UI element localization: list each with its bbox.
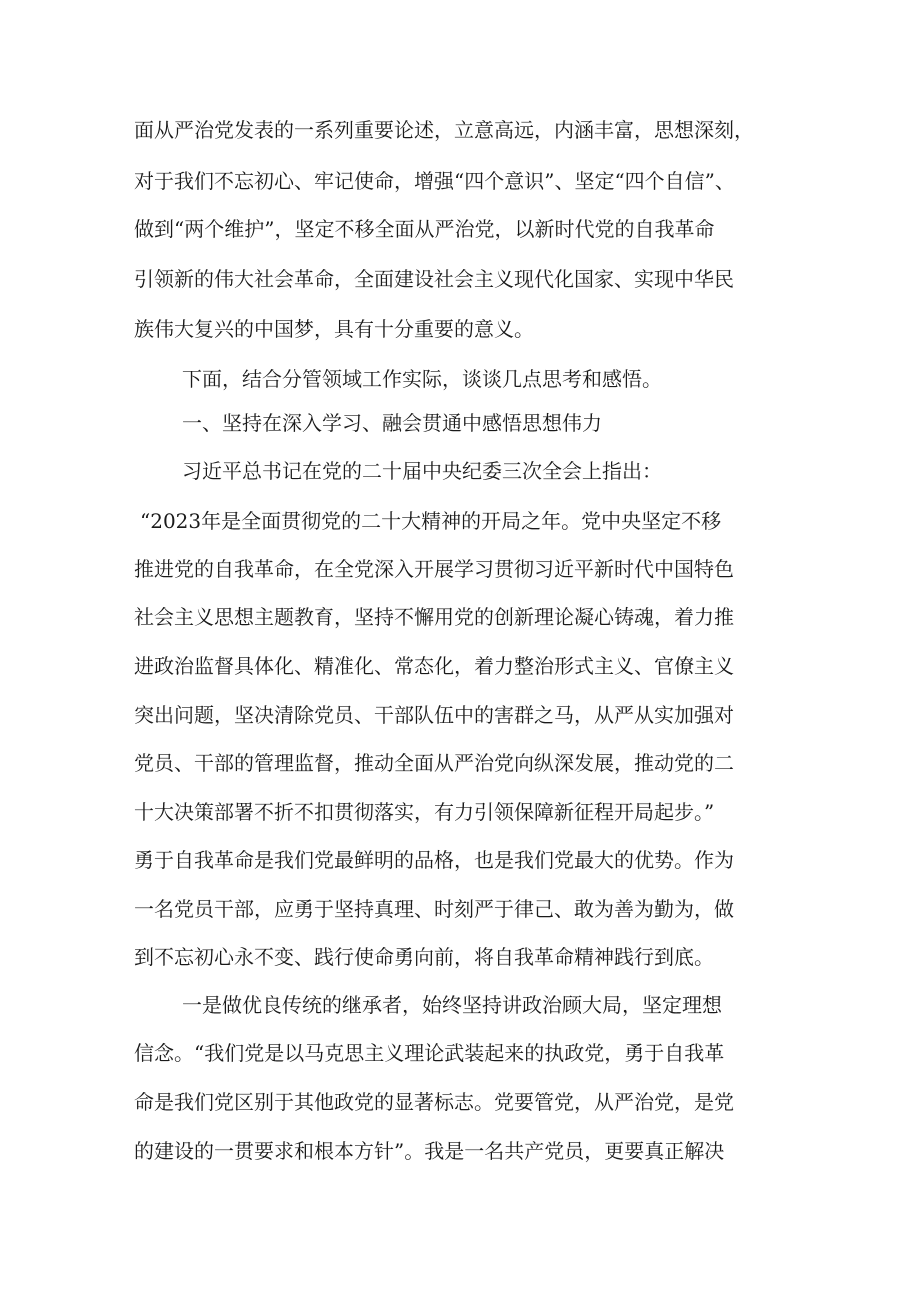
text-line: 下面，结合分管领域工作实际，谈谈几点思考和感悟。 bbox=[182, 367, 662, 391]
quote-line: 社会主义思想主题教育，坚持不懈用党的创新理论凝心铸魂，着力推 bbox=[134, 605, 734, 629]
quote-line: 党员、干部的管理监督，推动全面从严治党向纵深发展，推动党的二 bbox=[134, 751, 734, 775]
section-heading: 一、坚持在深入学习、融会贯通中感悟思想伟力 bbox=[182, 411, 602, 435]
text-line: 引领新的伟大社会革命，全面建设社会主义现代化国家、实现中华民 bbox=[134, 267, 734, 291]
text-line: 习近平总书记在党的二十届中央纪委三次全会上指出： bbox=[182, 459, 662, 483]
quote-line: “2023年是全面贯彻党的二十大精神的开局之年。党中央坚定不移 bbox=[140, 509, 722, 533]
text-line: 一是做优良传统的继承者，始终坚持讲政治顾大局，坚定理想 bbox=[182, 993, 722, 1017]
text-line: 对于我们不忘初心、牢记使命，增强“四个意识”、坚定“四个自信”、 bbox=[134, 169, 735, 193]
text-line: 命是我们党区别于其他政党的显著标志。党要管党，从严治党，是党 bbox=[134, 1090, 734, 1114]
text-line: 面从严治党发表的一系列重要论述，立意高远，内涵丰富，思想深刻， bbox=[134, 118, 754, 142]
text-line: 做到“两个维护”，坚定不移全面从严治党，以新时代党的自我革命 bbox=[134, 217, 715, 241]
quote-line: 十大决策部署不折不扣贯彻落实，有力引领保障新征程开局起步。” bbox=[134, 800, 715, 824]
quote-line: 突出问题，坚决清除党员、干部队伍中的害群之马，从严从实加强对 bbox=[134, 703, 734, 727]
text-line: 勇于自我革命是我们党最鲜明的品格，也是我们党最大的优势。作为 bbox=[134, 848, 734, 872]
quote-line: 推进党的自我革命，在全党深入开展学习贯彻习近平新时代中国特色 bbox=[134, 557, 734, 581]
text-line: 族伟大复兴的中国梦，具有十分重要的意义。 bbox=[134, 317, 534, 341]
text-line: 一名党员干部，应勇于坚持真理、时刻严于律己、敢为善为勤为，做 bbox=[134, 897, 734, 921]
quote-line: 进政治监督具体化、精准化、常态化，着力整治形式主义、官僚主义 bbox=[134, 654, 734, 678]
text-line: 到不忘初心永不变、践行使命勇向前，将自我革命精神践行到底。 bbox=[134, 945, 714, 969]
text-line: 信念。“我们党是以马克思主义理论武装起来的执政党，勇于自我革 bbox=[134, 1041, 725, 1065]
text-line: 的建设的一贯要求和根本方针”。我是一名共产党员，更要真正解决 bbox=[134, 1139, 725, 1163]
